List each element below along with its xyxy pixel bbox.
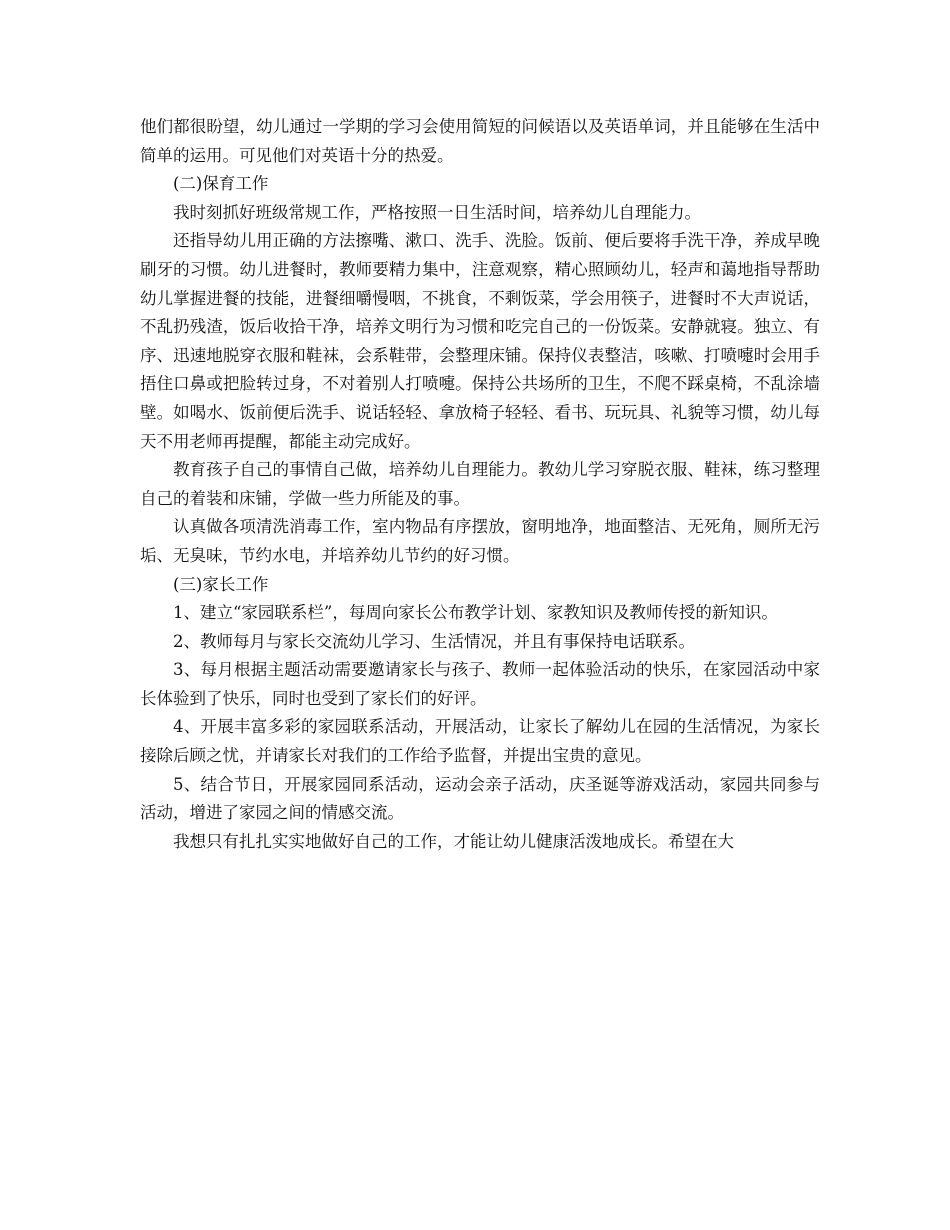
- document-body: [140, 113, 820, 856]
- paragraph-class-routine: 我时刻抓好班级常规工作，严格按照一日生活时间，培养幼儿自理能力。: [173, 202, 701, 222]
- paragraph-self-care: 教育孩子自己的事情自己做，培养幼儿自理能力。教幼儿学习穿脱衣服、鞋袜，练习整理自己的着装和床铺，学做一些力所能及的事。: [140, 460, 820, 508]
- paragraph-hygiene-guidance: 还指导幼儿用正确的方法擦嘴、漱口、洗手、洗脸。饭前、便后要将手洗干净，养成早晚刷牙的习惯。幼儿进餐时，教师要精力集中，注意观察，精心照顾幼儿，轻声和蔼地指导帮助幼儿掌握进餐的技能，进餐细嚼慢咽，不挑食，不剩饭菜，学会用筷子，进餐时不大声说话，不乱扔残渣，饭后收拾干净，培养文明行为习惯和吃完自己的一份饭菜。安静就寝。独立、有序、迅速地脱穿衣服和鞋袜，会系鞋带，会整理床铺。保持仪表整洁，咳嗽、打喷嚏时会用手捂住口鼻或把脸转过身，不对着别人打喷嚏。保持公共场所的卫生，不爬不踩桌椅，不乱涂墙壁。如喝水、饭前便后洗手、说话轻轻、拿放椅子轻轻、看书、玩玩具、礼貌等习惯，幼儿每天不用老师再提醒，都能主动完成好。: [140, 231, 820, 451]
- list-item-1: 1、建立“家园联系栏”，每周向家长公布教学计划、家教知识及教师传授的新知识。: [173, 603, 778, 623]
- list-item-4: 4、开展丰富多彩的家园联系活动，开展活动，让家长了解幼儿在园的生活情况，为家长接除后顾之忧，并请家长对我们的工作给予监督，并提出宝贵的意见。: [140, 717, 820, 766]
- list-item-3: 3、每月根据主题活动需要邀请家长与孩子、教师一起体验活动的快乐，在家园活动中家长体验到了快乐，同时也受到了家长们的好评。: [140, 660, 820, 708]
- paragraph-closing: 我想只有扎扎实实地做好自己的工作，才能让幼儿健康活泼地成长。希望在大: [173, 831, 734, 851]
- heading-childcare-work: (二)保育工作: [173, 174, 269, 194]
- paragraph-disinfection: 认真做各项清洗消毒工作，室内物品有序摆放，窗明地净，地面整洁、无死角，厕所无污垢、无臭味，节约水电，并培养幼儿节约的好习惯。: [140, 517, 820, 565]
- paragraph-continued-intro: 他们都很盼望，幼儿通过一学期的学习会使用简短的问候语以及英语单词，并且能够在生活中简单的运用。可见他们对英语十分的热爱。: [140, 117, 820, 165]
- heading-parent-work: (三)家长工作: [173, 574, 269, 594]
- list-item-2: 2、教师每月与家长交流幼儿学习、生活情况，并且有事保持电话联系。: [173, 631, 695, 651]
- list-item-5: 5、结合节日，开展家园同系活动，运动会亲子活动，庆圣诞等游戏活动，家园共同参与活动，增进了家园之间的情感交流。: [140, 774, 820, 823]
